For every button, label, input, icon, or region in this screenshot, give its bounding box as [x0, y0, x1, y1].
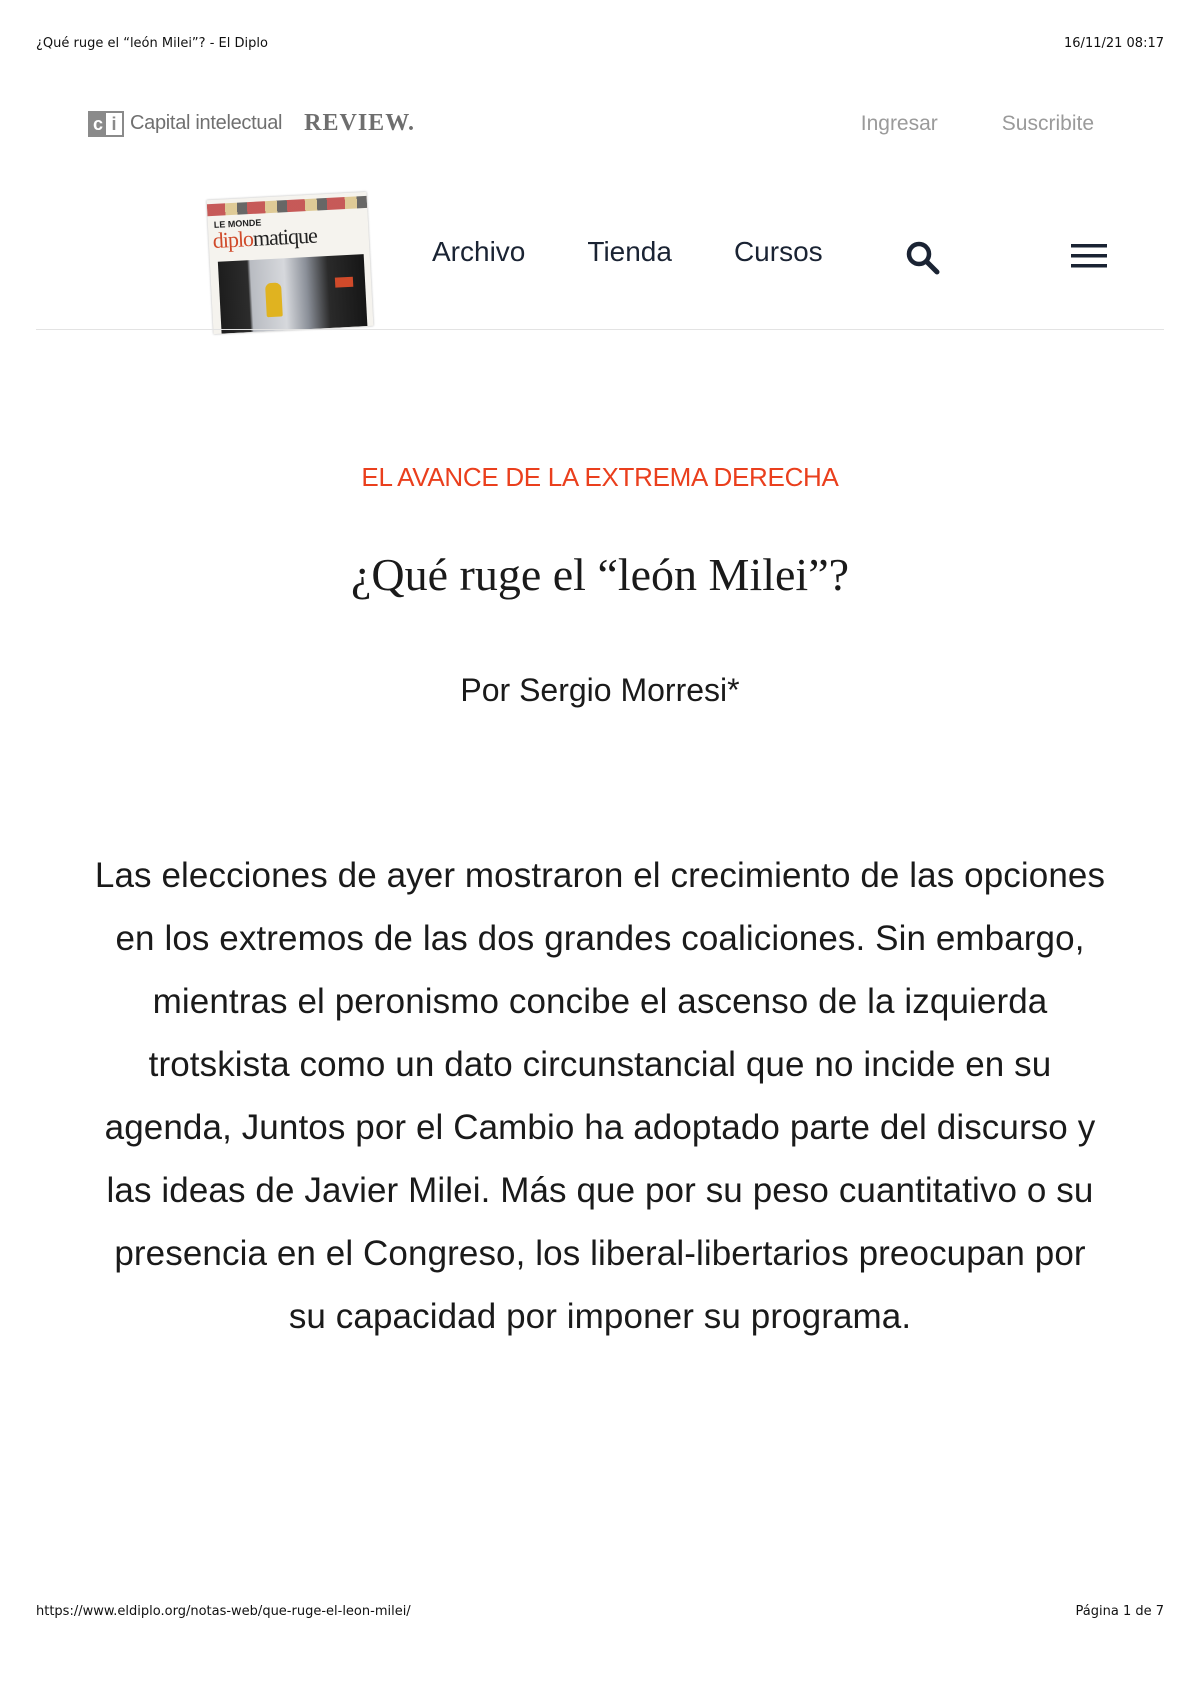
subscribe-link[interactable]: Suscribite	[1001, 112, 1094, 135]
capital-intelectual-logo[interactable]	[88, 111, 282, 137]
article-title: ¿Qué ruge el “león Milei”?	[350, 549, 850, 600]
cover-price-tag	[335, 277, 353, 288]
main-nav	[432, 236, 823, 268]
print-url: https://www.eldiplo.org/notas-web/que-ruge-el-leon-milei/	[36, 1604, 411, 1619]
article-kicker[interactable]: EL AVANCE DE LA EXTREMA DERECHA	[361, 462, 839, 492]
cover-photo-figure	[265, 282, 283, 317]
partner-brands	[88, 110, 415, 137]
print-header	[36, 36, 1164, 51]
account-links	[861, 112, 1094, 136]
print-page-title: ¿Qué ruge el “león Milei”? - El Diplo	[36, 36, 268, 51]
print-page-number: Página 1 de 7	[1075, 1604, 1164, 1619]
review-logo[interactable]: REVIEW.	[304, 110, 415, 136]
nav-archivo[interactable]: Archivo	[432, 236, 526, 267]
cover-le-monde: LE MONDE	[213, 217, 262, 230]
header-divider	[36, 329, 1164, 330]
cover-photo	[218, 254, 368, 334]
cover-headline-strip	[207, 196, 367, 216]
article-lead: Las elecciones de ayer mostraron el crecimiento de las opciones en los extremos de las dos grandes coaliciones. Sin embargo, mientras el peronismo concibe el ascenso de la izquierda trotskista como un dato circunstancial que no incide en su agenda, Juntos por el Cambio ha adoptado parte del discurso y las ideas de Javier Milei. Más que por su peso cuantitativo o su presencia en el Congreso, los liberal-libertarios preocupan por su capacidad por imponer su programa.	[94, 856, 1106, 1336]
capital-intelectual-text: Capital intelectual	[130, 112, 283, 134]
ci-mark-icon: c i	[88, 111, 124, 137]
nav-cursos[interactable]: Cursos	[733, 236, 823, 267]
nav-tienda[interactable]: Tienda	[587, 236, 672, 267]
search-icon[interactable]	[905, 240, 941, 276]
print-datetime: 16/11/21 08:17	[1064, 36, 1164, 51]
print-footer	[36, 1604, 1164, 1619]
cover-masthead: diplomatique	[212, 222, 318, 253]
magazine-cover-logo[interactable]	[207, 192, 374, 334]
article-byline: Por Sergio Morresi*	[460, 672, 740, 708]
hamburger-menu-icon[interactable]	[1069, 240, 1109, 272]
login-link[interactable]: Ingresar	[860, 112, 938, 135]
